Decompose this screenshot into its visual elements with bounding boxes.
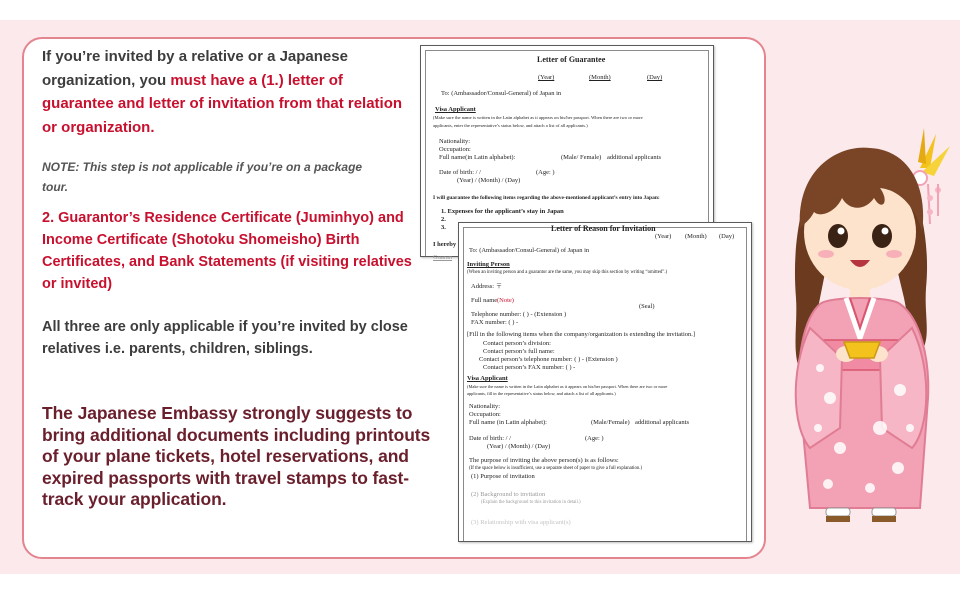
- guarantor-documents-item: 2. Guarantor’s Residence Certificate (Juminhyo) and Income Certificate (Shotoku Shomeisho) Birth Certificates, and Bank Statements (if visiting relatives or invited): [42, 210, 412, 292]
- applicability-paragraph: All three are only applicable if you’re invited by close relatives i.e. parents, children, siblings.: [42, 319, 408, 357]
- top-band: [0, 0, 960, 20]
- sake-cup: [844, 342, 880, 358]
- right-eye: [872, 224, 892, 248]
- letter-of-guarantee-image: Letter of Guarantee (Year) (Month) (Day) To: (Ambassador/Consul-General) of Japan in Visa Applicant (Make sure the name is written in the Latin alphabet as it appears on his/her passport. When there are two or more applicants, enter the representative’s status below, and attach a list of all applicants.) Nationality: Occupation: Full name(in Latin alphabet): (Male/ Female) additional applicants Date of birth: / / (Age: ) (Year) / (Month) / (Day) I will guarantee the following items regarding the above-mentioned applicant’s entry into Japan: 1. Expenses for the applicant’s stay in Japan 2. 3. I hereby Guaran: [420, 45, 714, 257]
- intro-red-text: must have a (1.) letter of guarantee and letter of invitation from that relation or organization.: [42, 71, 403, 136]
- intro-paragraph: [42, 45, 412, 139]
- embassy-recommendation: The Japanese Embassy strongly suggests to bring additional documents including printouts of your plane tickets, hotel reservations, and expired passports with travel stamps to fast-track your application.: [42, 403, 431, 509]
- kimono-girl-illustration: [770, 128, 956, 524]
- bottom-band: [0, 574, 960, 594]
- left-eye: [828, 224, 848, 248]
- invitation-title: Letter of Reason for Invitation: [551, 224, 656, 233]
- letter-of-invitation-image: (Year) (Month) (Day) Letter of Reason for Invitation To: (Ambassador/Consul-General) of Japan in Inviting Person (When an inviting person and a guarantor are the same, you may skip this section by writing “omitted”.) Address: 〒 Full name (Note) (Seal) Telephone number: ( ) - (Extension ) FAX number: ( ) - [Fill in the following items when the company/organization is extending the invitation.] Contact person’s division: Contact person’s full name: Contact person’s telephone number: ( ) - (Extension ) Contact person’s FAX number: ( ) - Visa Applicant (Make sure the name is written in the Latin alphabet as it appears on his/her passport. When there are two or more applicants, fill in the representative’s status below, and attach a list of all applicants.) Nationality: Occupation: Full name (in Latin alphabet): (Male/Female) additional applicants Date of birth: / / (Age: ) (Year) / (Month) / (Day) The purpose of inviting the above person(s) is as follows: (If the space below is insufficient, use a separate sheet of paper to give a full explanation.) (1) Purpose of invitation (2) Background to invitation (Explain the background to this invitation in detail.) (3) Relationship with visa applicant(s): [458, 222, 752, 542]
- guarantee-title: Letter of Guarantee: [537, 55, 606, 64]
- intro-plain-text: If you’re invited by a relative or a Japanese organization, you: [42, 48, 348, 89]
- package-tour-note: NOTE: This step is not applicable if you’re on a package tour.: [42, 160, 363, 194]
